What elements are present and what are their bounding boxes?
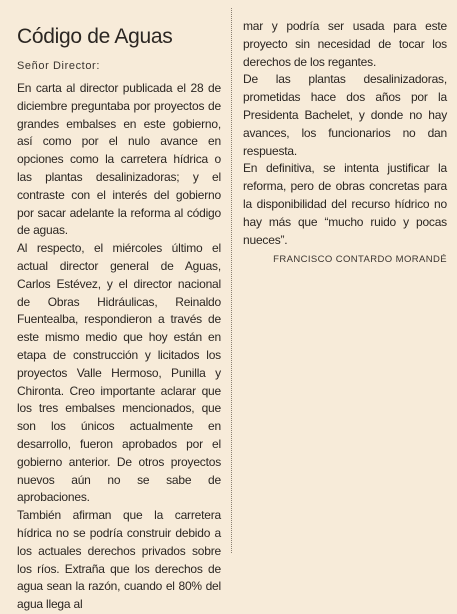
- right-column-text: [243, 18, 447, 269]
- paragraph: En carta al director publicada el 28 de diciembre preguntaba por proyectos de grandes embalses en este gobierno, así como por el nulo avance en opciones como la carretera hídrica o las plantas desalinizadoras; y el contraste con el interés del gobierno por sacar adelante la reforma al código de aguas.: [17, 81, 221, 238]
- letter-title: Código de Aguas: [17, 25, 173, 49]
- paragraph: mar y podría ser usada para este proyecto sin necesidad de tocar los derechos de los regantes.: [243, 19, 447, 69]
- paragraph: También afirman que la carretera hídrica no se podría construir debido a los actuales derechos privados sobre los ríos. Extraña que los derechos de agua sean la razón, cuando el 80% del agua llega al: [17, 508, 221, 612]
- paragraph: Al respecto, el miércoles último el actual director general de Aguas, Carlos Estévez, y el director nacional de Obras Hidráulicas, Reinaldo Fuentealba, respondieron a través de este mismo medio que hoy están en etapa de construcción y licitados los proyectos Valle Hermoso, Punilla y Chironta. Creo importante aclarar que los tres embalses mencionados, que son los únicos actualmente en desarrollo, fueron aprobados por el gobierno anterior. De otros proyectos nuevos aún no se sabe de aprobaciones.: [17, 241, 221, 505]
- left-column-text: [17, 80, 221, 614]
- salutation: Señor Director:: [17, 60, 100, 72]
- paragraph: De las plantas desalinizadoras, prometidas hace dos años por la Presidenta Bachelet, y donde no hay avances, los funcionarios no dan respuesta.: [243, 72, 447, 158]
- paragraph: En definitiva, se intenta justificar la reforma, pero de obras concretas para la disponibilidad del recurso hídrico no hay más que “mucho ruido y pocas nueces”.: [243, 161, 447, 247]
- column-divider: [231, 8, 232, 553]
- signature: FRANCISCO CONTARDO MORANDÉ: [273, 254, 447, 266]
